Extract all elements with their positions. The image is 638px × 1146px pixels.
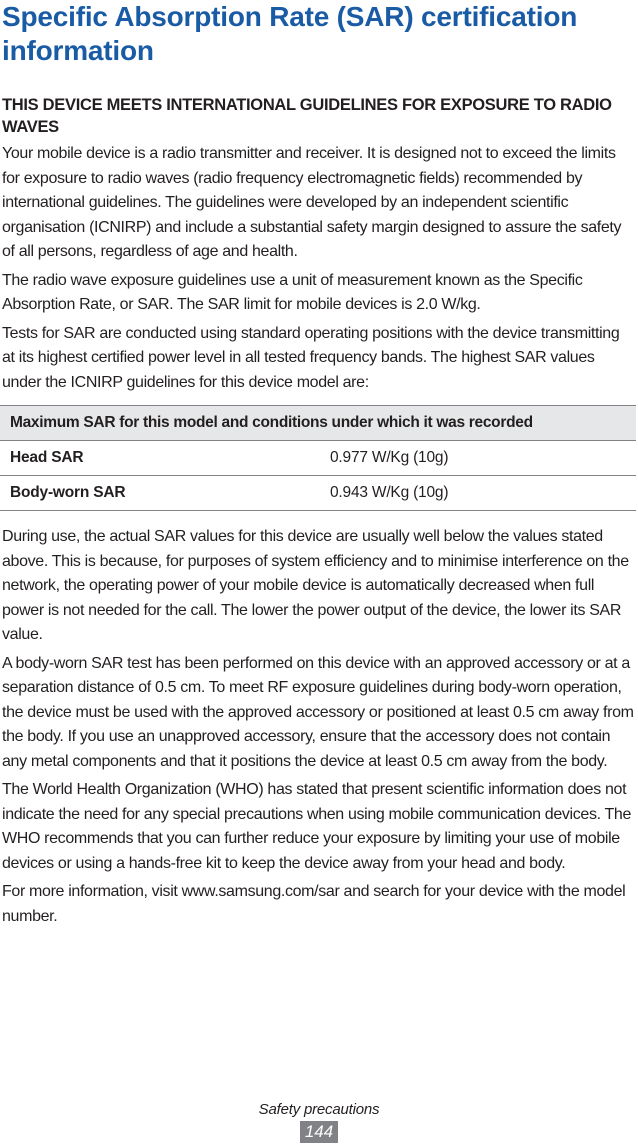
table-header-cell: Maximum SAR for this model and conditions under which it was recorded [0, 406, 636, 441]
paragraph-more-info: For more information, visit www.samsung.com/sar and search for your device with the model number. [2, 883, 626, 925]
page-footer [0, 1100, 638, 1143]
table-header-row [0, 406, 636, 441]
paragraph-who: The World Health Organization (WHO) has stated that present scientific information does not indicate the need for any special precautions when using mobile communication devices. The WHO recommends that you can further reduce your exposure by limiting your use of mobile devices or using a hands-free kit to keep the device away from your head and body. [2, 781, 632, 872]
paragraph-actual-sar: During use, the actual SAR values for this device are usually well below the values stated above. This is because, for purposes of system efficiency and to minimise interference on the network, the operating power of your mobile device is automatically decreased when full power is not needed for the call. The lower the power output of the device, the lower its SAR value. [2, 528, 629, 643]
post-table-section [2, 525, 636, 929]
sar-values-table [0, 405, 636, 511]
section-subheading: THIS DEVICE MEETS INTERNATIONAL GUIDELINES FOR EXPOSURE TO RADIO WAVES [2, 96, 612, 136]
head-sar-value: 0.977 W/Kg (10g) [320, 441, 636, 476]
page-number-badge: 144 [300, 1121, 338, 1143]
head-sar-label: Head SAR [0, 441, 320, 476]
paragraph-body-worn: A body-worn SAR test has been performed on this device with an approved accessory or at a separation distance of 0.5 cm. To meet RF exposure guidelines during body-worn operation, the device must be used with the approved accessory or positioned at least 0.5 cm away from the body. If you use an unapproved accessory, ensure that the accessory does not contain any metal components and that it positions the device at least 0.5 cm away from the body. [2, 654, 634, 770]
body-worn-sar-label: Body-worn SAR [0, 476, 320, 511]
paragraph-intro: Your mobile device is a radio transmitter and receiver. It is designed not to exceed the limits for exposure to radio waves (radio frequency electromagnetic fields) recommended by international guidelines. The guidelines were developed by an independent scientific organisation (ICNIRP) and include a substantial safety margin designed to assure the safety of all persons, regardless of age and health. [2, 145, 622, 260]
table-row [0, 476, 636, 511]
paragraph-sar-tests: Tests for SAR are conducted using standard operating positions with the device transmitting at its highest certified power level in all tested frequency bands. The highest SAR values under the ICNIRP guidelines for this device model are: [2, 324, 620, 391]
table-row [0, 441, 636, 476]
document-page [2, 0, 636, 929]
footer-section-label: Safety precautions [258, 1101, 380, 1118]
paragraph-sar-definition: The radio wave exposure guidelines use a unit of measurement known as the Specific Absorption Rate, or SAR. The SAR limit for mobile devices is 2.0 W/kg. [2, 271, 583, 313]
body-worn-sar-value: 0.943 W/Kg (10g) [320, 476, 636, 511]
page-title: Specific Absorption Rate (SAR) certification information [2, 1, 578, 66]
